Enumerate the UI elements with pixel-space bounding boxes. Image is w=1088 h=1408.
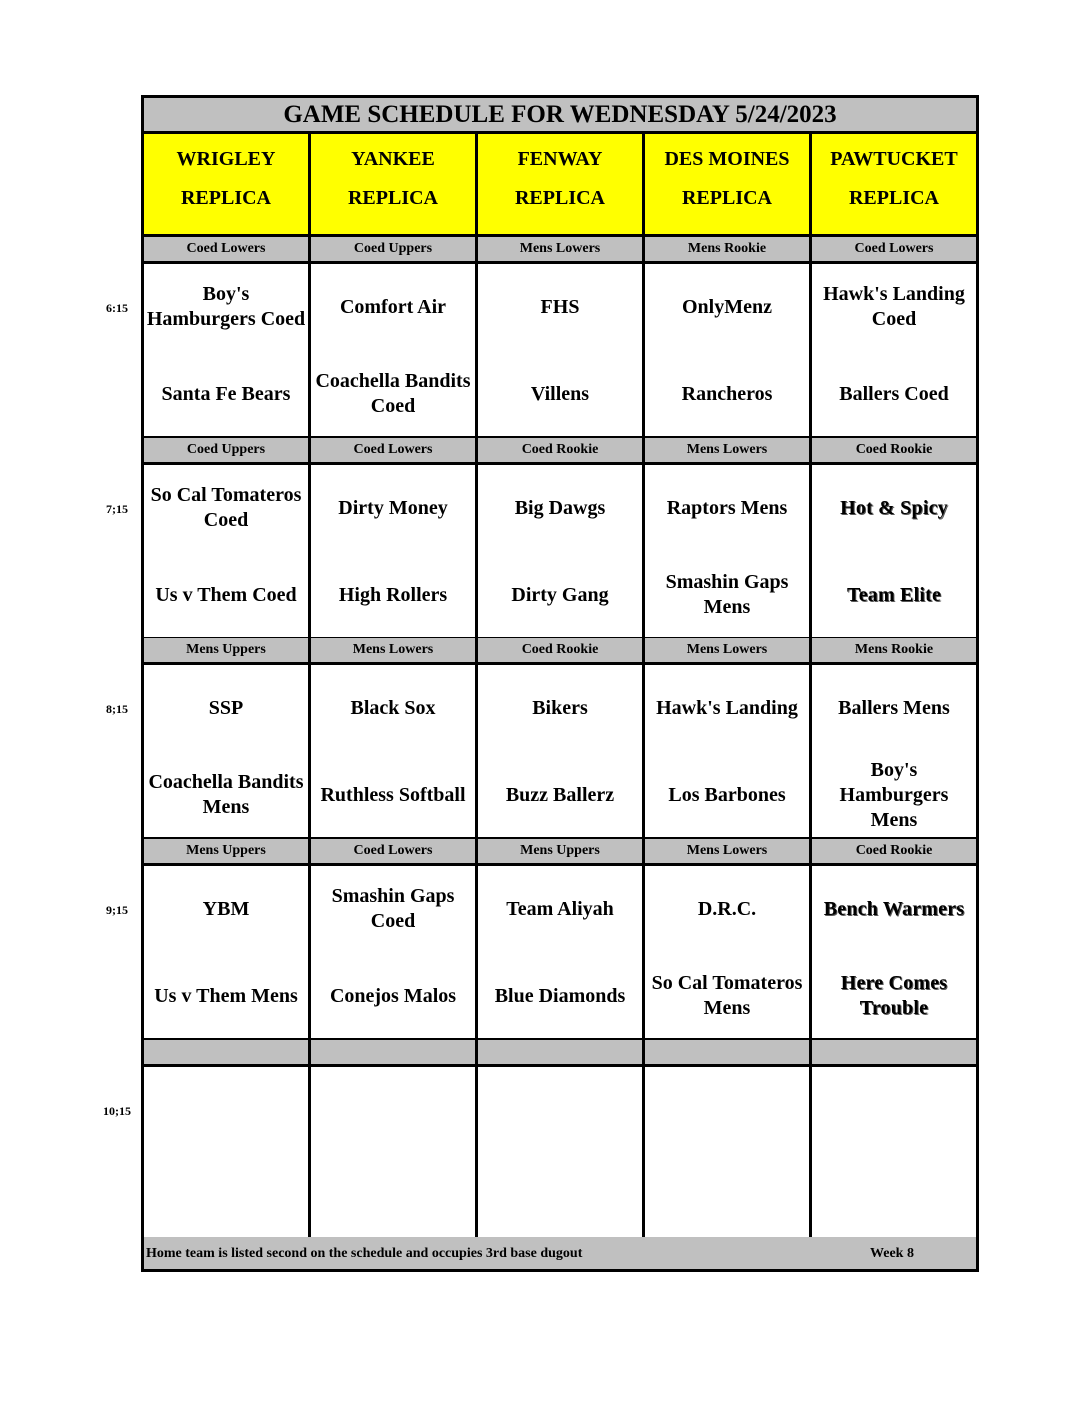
footer-note: Home team is listed second on the schedule and occupies 3rd base dugout <box>146 1246 583 1261</box>
team-name: So Cal Tomateros Mens <box>651 972 803 1019</box>
division-label: Coed Lowers <box>812 237 976 261</box>
team-name: Dirty Gang <box>511 583 609 606</box>
game-cell <box>478 264 642 436</box>
game-cell <box>812 465 976 637</box>
team-name: YBM <box>202 897 250 920</box>
field-name: WRIGLEY <box>176 148 276 170</box>
time-label: 10;15 <box>103 1104 131 1118</box>
team-name: So Cal Tomateros Coed <box>150 484 302 531</box>
game-cell <box>812 866 976 1038</box>
team-name: Here Comes Trouble <box>840 972 948 1019</box>
division-label <box>478 1040 642 1064</box>
time-label: 7;15 <box>106 502 128 516</box>
team-name: Bench Warmers <box>823 897 965 920</box>
team-name: OnlyMenz <box>682 295 772 318</box>
field-name: DES MOINES <box>664 148 790 170</box>
game-cell <box>311 665 475 837</box>
team-name: Smashin Gaps Coed <box>331 885 455 932</box>
field-name: FENWAY <box>517 148 603 170</box>
division-label <box>144 1040 308 1064</box>
game-cell <box>478 1067 642 1239</box>
division-label <box>645 1040 809 1064</box>
field-subtitle: REPLICA <box>514 187 605 209</box>
team-name: Us v Them Mens <box>154 984 298 1007</box>
division-label: Mens Uppers <box>144 839 308 863</box>
division-label: Mens Lowers <box>311 638 475 662</box>
team-name: Comfort Air <box>339 295 447 318</box>
team-name: Ruthless Softball <box>320 783 466 806</box>
game-cell <box>311 866 475 1038</box>
game-cell <box>311 465 475 637</box>
division-label: Mens Lowers <box>645 438 809 462</box>
division-label: Coed Rookie <box>812 438 976 462</box>
team-name: Us v Them Coed <box>155 583 297 606</box>
game-cell <box>645 465 809 637</box>
game-cell <box>144 264 308 436</box>
division-label: Mens Uppers <box>144 638 308 662</box>
team-name: High Rollers <box>338 583 448 606</box>
game-cell <box>478 665 642 837</box>
field-header-cell <box>144 134 308 234</box>
division-label: Coed Lowers <box>311 839 475 863</box>
time-label: 8;15 <box>106 702 128 716</box>
team-name: Dirty Money <box>338 496 448 519</box>
field-name: YANKEE <box>351 148 435 170</box>
team-name: Hawk's Landing Coed <box>823 283 965 330</box>
team-name: Conejos Malos <box>329 984 457 1007</box>
team-name: Santa Fe Bears <box>161 382 291 405</box>
division-label: Coed Rookie <box>478 438 642 462</box>
field-header-cell <box>645 134 809 234</box>
division-label: Mens Rookie <box>812 638 976 662</box>
team-name: Smashin Gaps Mens <box>665 571 789 618</box>
team-name: D.R.C. <box>697 897 757 920</box>
team-name: Bikers <box>532 696 588 719</box>
schedule-title-bar <box>144 98 976 131</box>
division-label: Coed Lowers <box>311 438 475 462</box>
team-name: Rancheros <box>681 382 773 405</box>
team-name: Ballers Mens <box>838 696 950 719</box>
team-name: Team Aliyah <box>506 897 614 920</box>
field-name: PAWTUCKET <box>830 148 958 170</box>
game-cell <box>812 264 976 436</box>
game-cell <box>645 264 809 436</box>
team-name: Ballers Coed <box>839 382 949 405</box>
team-name: Buzz Ballerz <box>505 783 615 806</box>
field-header-cell <box>812 134 976 234</box>
division-label: Mens Lowers <box>478 237 642 261</box>
team-name: Boy's Hamburgers Mens <box>839 758 949 831</box>
game-cell <box>645 1067 809 1239</box>
game-cell <box>311 264 475 436</box>
division-label: Mens Lowers <box>645 839 809 863</box>
team-name: Coachella Bandits Mens <box>148 771 304 818</box>
team-name: Big Dawgs <box>514 496 606 519</box>
team-name: SSP <box>208 696 244 719</box>
game-cell <box>144 665 308 837</box>
schedule-title: GAME SCHEDULE FOR WEDNESDAY 5/24/2023 <box>283 100 837 128</box>
team-name: Raptors Mens <box>666 496 788 519</box>
field-header-cell <box>311 134 475 234</box>
field-subtitle: REPLICA <box>347 187 438 209</box>
team-name: Villens <box>530 382 590 405</box>
team-name: Los Barbones <box>668 783 786 806</box>
team-name: Black Sox <box>350 696 436 719</box>
team-name: Hot & Spicy <box>840 496 948 519</box>
game-cell <box>812 665 976 837</box>
footer-bar <box>144 1237 976 1269</box>
game-cell <box>144 866 308 1038</box>
team-name: Hawk's Landing <box>656 696 798 719</box>
division-label <box>812 1040 976 1064</box>
division-label: Coed Rookie <box>478 638 642 662</box>
game-cell <box>645 866 809 1038</box>
time-label: 6:15 <box>106 301 128 315</box>
field-subtitle: REPLICA <box>681 187 772 209</box>
field-header-cell <box>478 134 642 234</box>
game-cell <box>144 465 308 637</box>
week-label: Week 8 <box>870 1246 914 1261</box>
game-cell <box>311 1067 475 1239</box>
division-label: Coed Uppers <box>144 438 308 462</box>
division-label: Coed Rookie <box>812 839 976 863</box>
division-label: Mens Lowers <box>645 638 809 662</box>
game-cell <box>812 1067 976 1239</box>
game-cell <box>478 866 642 1038</box>
division-label: Mens Rookie <box>645 237 809 261</box>
team-name: Blue Diamonds <box>494 984 626 1007</box>
game-cell <box>144 1067 308 1239</box>
schedule-table <box>141 95 979 1272</box>
team-name: Team Elite <box>846 583 942 606</box>
team-name: Boy's Hamburgers Coed <box>146 283 306 330</box>
division-label: Coed Lowers <box>144 237 308 261</box>
team-name: Coachella Bandits Coed <box>315 370 471 417</box>
time-label: 9;15 <box>106 903 128 917</box>
division-label: Mens Uppers <box>478 839 642 863</box>
game-cell <box>478 465 642 637</box>
division-label: Coed Uppers <box>311 237 475 261</box>
team-name: FHS <box>540 295 580 318</box>
division-label <box>311 1040 475 1064</box>
game-cell <box>645 665 809 837</box>
field-subtitle: REPLICA <box>848 187 939 209</box>
field-subtitle: REPLICA <box>180 187 271 209</box>
